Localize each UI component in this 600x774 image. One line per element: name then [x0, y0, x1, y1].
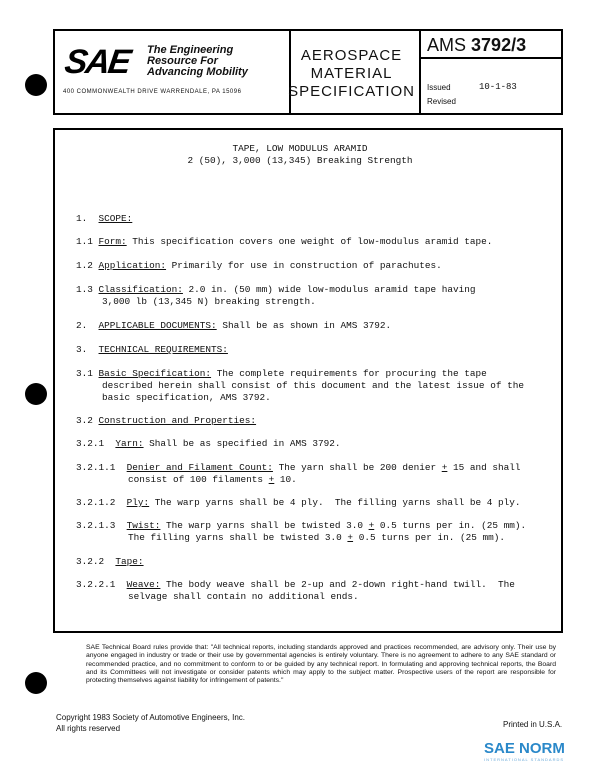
- doc-type-line-2: MATERIAL: [310, 65, 393, 82]
- section-1-2: 1.2 Application: Primarily for use in construction of parachutes.: [76, 260, 442, 271]
- section-3-2-1-3-cont: The filling yarns shall be twisted 3.0 + 0.5 turns per in. (25 mm).: [128, 532, 505, 543]
- section-3-2-2-1-cont: selvage shall contain no additional ends.: [128, 591, 359, 602]
- doc-type-line-1: AEROSPACE: [300, 47, 403, 64]
- section-3-2-1-1-cont: consist of 100 filaments + 10.: [128, 474, 297, 485]
- printed-in: Printed in U.S.A.: [503, 720, 563, 729]
- watermark-text: SAE NORM: [484, 740, 565, 757]
- copyright-line-2: All rights reserved: [56, 724, 121, 733]
- doc-type-line-3: SPECIFICATION: [288, 83, 415, 100]
- section-3-1-cont-1: described herein shall consist of this document and the latest issue of the: [102, 380, 524, 391]
- section-3-1-cont-2: basic specification, AMS 3792.: [102, 392, 271, 403]
- section-1-3: 1.3 Classification: 2.0 in. (50 mm) wide low-modulus aramid tape having: [76, 284, 476, 295]
- section-3-2: 3.2 Construction and Properties:: [76, 415, 257, 426]
- section-1-3-cont: 3,000 lb (13,345 N) breaking strength.: [102, 296, 316, 307]
- sae-technical-board-notice: SAE Technical Board rules provide that: "All technical reports, including standards approved and practices recommended, are advisory only. Their use by anyone engaged in industry or trade or their use by governmental agencies is entirely voluntary. There is no agreement to adhere to any SAE standard or recommended practice, and no commitment to conform to or be guided by any technical report. In formulating and approving technical reports, the Board and its Committees will not investigate or consider patents which may apply to the subject matter. Prospective users of the report are responsible for protecting themselves against liability for infringement of patents.": [86, 644, 556, 685]
- ams-number-value: 3792/3: [471, 35, 527, 55]
- punch-hole-top: [25, 74, 47, 96]
- section-3-1: 3.1 Basic Specification: The complete requirements for procuring the tape: [76, 368, 487, 379]
- section-3-2-1-2: 3.2.1.2 Ply: The warp yarns shall be 4 ply. The filling yarns shall be 4 ply.: [76, 497, 521, 508]
- revised-label: Revised: [427, 97, 456, 106]
- copyright-line-1: Copyright 1983 Society of Automotive Engineers, Inc.: [56, 713, 245, 722]
- header-frame: [53, 29, 563, 115]
- section-1-1: 1.1 Form: This specification covers one weight of low-modulus aramid tape.: [76, 236, 493, 247]
- ams-number: [421, 31, 561, 59]
- logo-cell: [55, 31, 291, 113]
- ams-prefix: AMS: [427, 35, 467, 55]
- section-3-2-1-3: 3.2.1.3 Twist: The warp yarns shall be twisted 3.0 + 0.5 turns per in. (25 mm).: [76, 520, 527, 531]
- doc-title-line-2: 2 (50), 3,000 (13,345) Breaking Strength: [187, 155, 413, 166]
- section-3-2-1-1: 3.2.1.1 Denier and Filament Count: The yarn shall be 200 denier + 15 and shall: [76, 462, 521, 473]
- watermark-sub: INTERNATIONAL STANDARDS: [484, 757, 565, 762]
- section-3-2-2-1: 3.2.2.1 Weave: The body weave shall be 2-up and 2-down right-hand twill. The: [76, 579, 515, 590]
- tagline: [147, 45, 248, 78]
- issued-date: 10-1-83: [479, 82, 517, 92]
- punch-hole-middle: [25, 383, 47, 405]
- section-2: 2. APPLICABLE DOCUMENTS: Shall be as shown in AMS 3792.: [76, 320, 392, 331]
- section-1: 1. SCOPE:: [76, 213, 133, 224]
- tagline-line-1: The Engineering: [147, 44, 234, 56]
- sae-norm-watermark: [484, 740, 565, 762]
- copyright: [56, 712, 245, 734]
- section-3: 3. TECHNICAL REQUIREMENTS:: [76, 344, 228, 355]
- doc-title-line-1: TAPE, LOW MODULUS ARAMID: [232, 143, 368, 154]
- sae-logo: SAE: [62, 43, 132, 81]
- address: 400 COMMONWEALTH DRIVE WARRENDALE, PA 15096: [63, 89, 242, 95]
- ams-cell: [421, 31, 561, 113]
- tagline-line-2: Resource For: [147, 55, 218, 67]
- tagline-line-3: Advancing Mobility: [147, 66, 248, 78]
- section-3-2-2: 3.2.2 Tape:: [76, 556, 144, 567]
- doc-type-cell: [289, 31, 421, 113]
- section-3-2-1: 3.2.1 Yarn: Shall be as specified in AMS 3792.: [76, 438, 341, 449]
- issued-label: Issued: [427, 83, 451, 92]
- punch-hole-bottom: [25, 672, 47, 694]
